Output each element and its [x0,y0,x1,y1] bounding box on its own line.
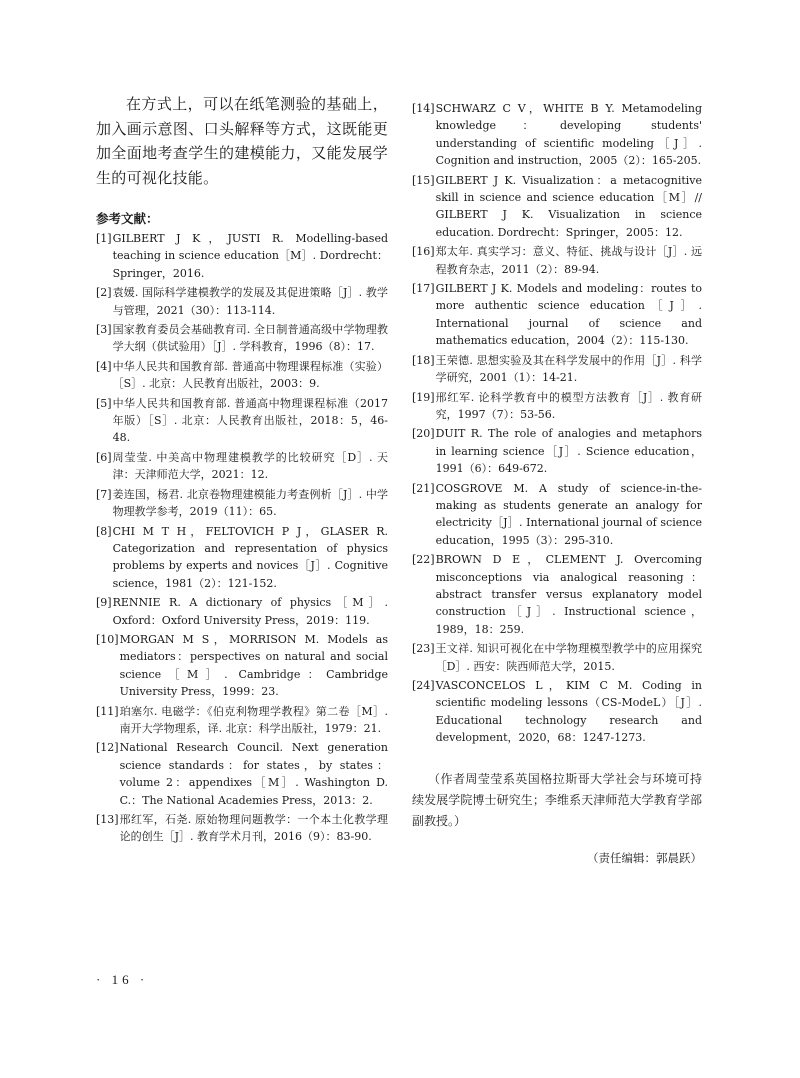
reference-item [412,243,702,278]
reference-text: 王文祥. 知识可视化在中学物理模型教学中的应用探究［D］. 西安：陕西师范大学，2015. [435,642,702,673]
reference-item [96,395,388,447]
reference-text: RENNIE R. A dictionary of physics［M］. Oxford：Oxford University Press，2019：119. [112,596,388,627]
reference-item [96,523,388,593]
reference-number: [6] [96,450,112,464]
reference-item [412,425,702,477]
reference-text: National Research Council. Next generation science standards：for states，by states：volume 2：appendixes［M］. Washington D. C.：The National Academies Press，2013：2. [119,741,388,807]
reference-number: [24] [412,679,435,692]
reference-text: 王荣德. 思想实验及其在科学发展中的作用［J］. 科学学研究，2001（1）：14-21. [435,353,702,385]
reference-number: [4] [96,359,112,373]
right-column [412,100,702,867]
editor-line: （责任编辑：郭晨跃） [587,850,702,865]
reference-text: 中华人民共和国教育部. 普通高中物理课程标准（实验）［S］. 北京：人民教育出版社，2003：9. [112,359,388,391]
reference-number: [12] [96,741,119,755]
reference-text: 邢红军，石尧. 原始物理问题教学：一个本土化教学理论的创生［J］. 教育学术月刊，2016（9）：83-90. [119,813,388,844]
reference-item [412,100,702,170]
reference-item [96,449,388,484]
reference-number: [3] [96,323,112,337]
reference-text: 邢红军. 论科学教育中的模型方法教育［J］. 教育研究，1997（7）：53-56. [435,390,702,421]
reference-item [412,640,702,675]
reference-text: BROWN D E，CLEMENT J. Overcoming misconceptions via analogical reasoning：abstract transfer versus explanatory model construction［J］. Instructional science，1989，18：259. [435,553,702,636]
reference-item [412,352,702,387]
reference-number: [5] [96,396,112,410]
reference-text: VASCONCELOS L，KIM C M. Coding in scientific modeling lessons（CS-ModeL）［J］. Educational technology research and development，2020，68：1247-1273. [435,679,702,745]
reference-text: 郑太年. 真实学习：意义、特征、挑战与设计［J］. 远程教育杂志，2011（2）：89-94. [435,245,702,276]
reference-number: [18] [412,353,435,367]
reference-item [96,811,388,846]
reference-item [96,631,388,701]
reference-text: GILBERT J K. Models and modeling：routes to more authentic science education［J］. International journal of science and mathematics education，2004（2）：115-130. [435,282,702,348]
reference-text: DUIT R. The role of analogies and metaphors in learning science［J］. Science education，1991（6）：649-672. [435,427,702,476]
reference-item [96,321,388,356]
reference-number: [20] [412,427,435,441]
reference-number: [19] [412,390,435,404]
intro-paragraph: 在方式上，可以在纸笔测验的基础上，加入画示意图、口头解释等方式，这既能更加全面地考查学生的建模能力，又能发展学生的可视化技能。 [96,95,388,187]
reference-number: [2] [96,286,112,300]
reference-item [96,594,388,629]
reference-number: [15] [412,173,435,187]
reference-text: 袁媛. 国际科学建模教学的发展及其促进策略［J］. 教学与管理，2021（30）：113-114. [112,286,388,317]
reference-item [412,280,702,350]
reference-text: 珀塞尔. 电磁学：《伯克利物理学教程》第二卷［M］. 南开大学物理系，译. 北京：科学出版社，1979：21. [119,704,388,735]
reference-item [96,739,388,809]
reference-item [412,480,702,550]
reference-item [96,358,388,393]
reference-text: GILBERT J K，JUSTI R. Modelling-based teaching in science education［M］. Dordrecht：Springer，2016. [112,232,388,280]
reference-item [412,389,702,424]
page-number: · 16 · [96,972,149,987]
references-heading: 参考文献： [96,211,159,226]
reference-number: [21] [412,481,435,495]
reference-text: 周莹莹. 中美高中物理建模教学的比较研究［D］. 天津：天津师范大学，2021：12. [112,450,388,482]
reference-number: [9] [96,596,112,610]
reference-number: [23] [412,642,435,656]
reference-number: [8] [96,524,112,538]
reference-list-right [412,100,702,747]
reference-text: MORGAN M S，MORRISON M. Models as mediators：perspectives on natural and social science［M］. Cambridge：Cambridge University Press，1999：23. [119,632,388,699]
reference-number: [22] [412,553,435,567]
reference-item [96,703,388,738]
reference-text: SCHWARZ C V，WHITE B Y. Metamodeling knowledge：developing students' understanding of scientific modeling［J］. Cognition and instruction，2005（2）：165-205. [435,102,702,168]
reference-number: [17] [412,282,435,296]
reference-list-left [96,230,388,846]
reference-text: 国家教育委员会基础教育司. 全日制普通高级中学物理教学大纲（供试验用）［J］. 学科教育，1996（8）：17. [112,323,388,354]
reference-item [96,486,388,521]
reference-number: [11] [96,704,119,718]
reference-number: [1] [96,232,112,245]
reference-number: [13] [96,813,119,826]
reference-text: 姜连国，杨君. 北京卷物理建模能力考查例析［J］. 中学物理教学参考，2019（11）：65. [112,487,388,519]
reference-item [412,172,702,242]
left-column [96,92,388,848]
reference-number: [7] [96,487,112,501]
reference-item [412,677,702,747]
author-note: （作者周莹莹系英国格拉斯哥大学社会与环境可持续发展学院博士研究生；李维系天津师范大学教育学部副教授。） [412,771,702,828]
reference-item [96,284,388,319]
reference-item [412,551,702,638]
reference-item [96,230,388,282]
reference-number: [10] [96,632,119,646]
reference-number: [16] [412,245,435,259]
reference-text: COSGROVE M. A study of science-in-the-making as students generate an analogy for electricity［J］. International journal of science education，1995（3）：295-310. [435,481,702,547]
reference-text: GILBERT J K. Visualization：a metacognitive skill in science and science education［M］// GILBERT J K. Visualization in science education. Dordrecht：Springer，2005：12. [435,173,702,239]
reference-number: [14] [412,102,435,115]
reference-text: 中华人民共和国教育部. 普通高中物理课程标准（2017 年版）［S］. 北京：人民教育出版社，2018：5，46-48. [112,396,388,445]
reference-text: CHI M T H，FELTOVICH P J，GLASER R. Categorization and representation of physics problems by experts and novices［J］. Cognitive science，1981（2）：121-152. [112,524,388,590]
